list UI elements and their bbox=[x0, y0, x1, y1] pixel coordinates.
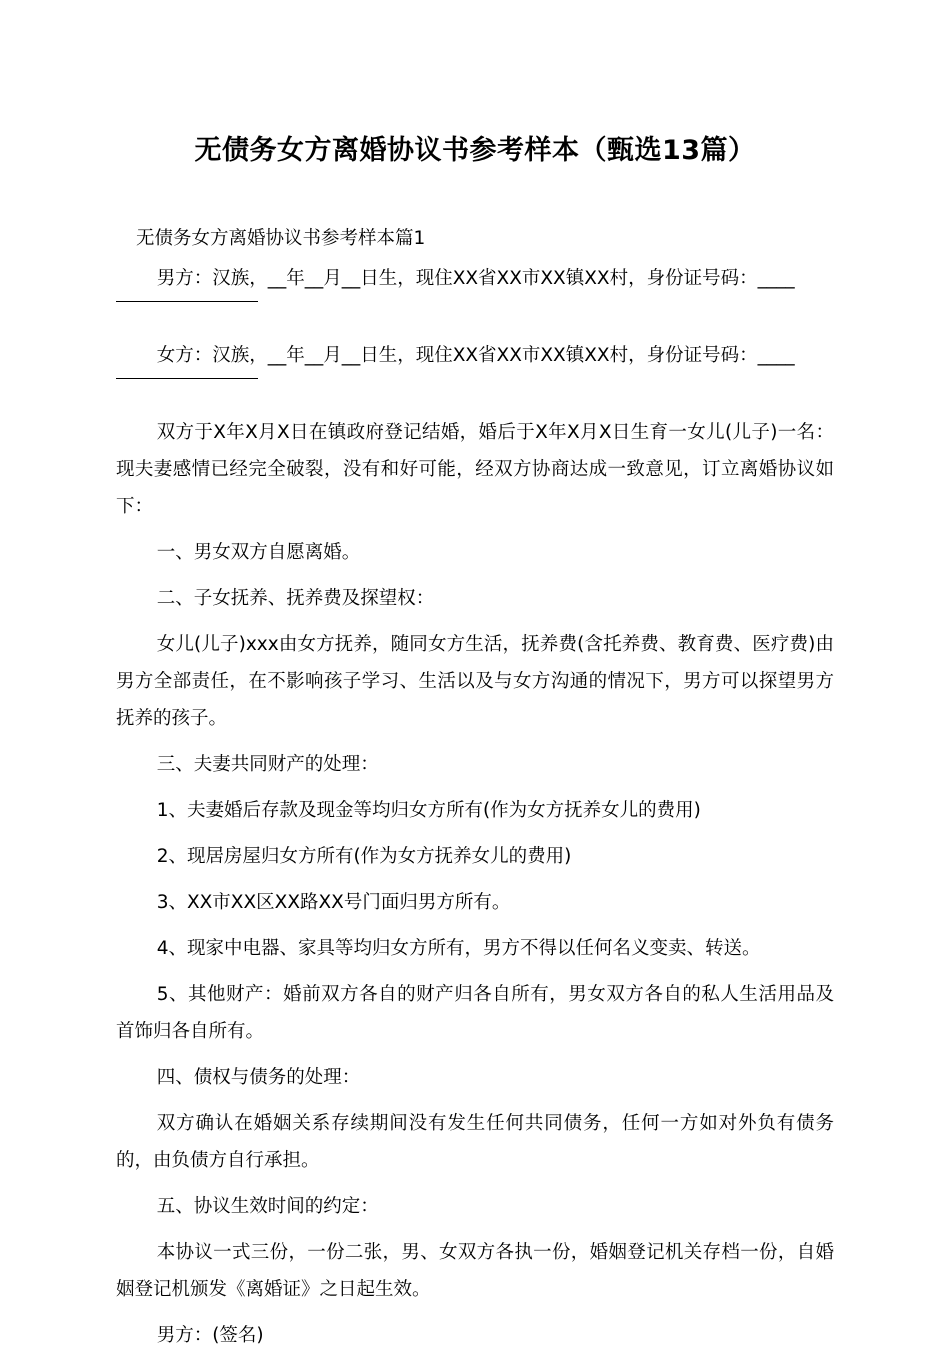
clause-2-body: 女儿(儿子)xxx由女方抚养，随同女方生活，抚养费(含托养费、教育费、医疗费)由男方全部责任，在不影响孩子学习、生活以及与女方沟通的情况下，男方可以探望男方抚养的孩子。 bbox=[116, 634, 834, 729]
document-title: 无债务女方离婚协议书参考样本（甄选13篇） bbox=[194, 135, 756, 166]
clause-3-item-4: 4、现家中电器、家具等均归女方所有，男方不得以任何名义变卖、转送。 bbox=[156, 938, 761, 959]
document-body bbox=[116, 260, 834, 1363]
clause-4-body: 双方确认在婚姻关系存续期间没有发生任何共同债务，任何一方如对外负有债务的，由负债方自行承担。 bbox=[116, 1113, 834, 1171]
clause-3-item-2: 2、现居房屋归女方所有(作为女方抚养女儿的费用) bbox=[156, 846, 572, 867]
clause-3-item-5: 5、其他财产：婚前双方各自的财产归各自所有，男女双方各自的私人生活用品及首饰归各自所有。 bbox=[116, 984, 834, 1042]
blank-line bbox=[116, 299, 834, 315]
underline-rule bbox=[116, 378, 258, 379]
clause-5-heading: 五、协议生效时间的约定： bbox=[156, 1196, 379, 1217]
clause-3-heading: 三、夫妻共同财产的处理： bbox=[156, 754, 379, 775]
clause-1: 一、男女双方自愿离婚。 bbox=[156, 542, 361, 563]
section-heading: 无债务女方离婚协议书参考样本篇1 bbox=[136, 228, 426, 249]
underline-rule bbox=[116, 301, 258, 302]
paragraph-man-info: 男方：汉族，__年__月__日生，现住XX省XX市XX镇XX村，身份证号码：____ bbox=[156, 268, 795, 289]
clause-4-heading: 四、债权与债务的处理： bbox=[156, 1067, 361, 1088]
blank-line bbox=[116, 376, 834, 392]
clause-3-item-1: 1、夫妻婚后存款及现金等均归女方所有(作为女方抚养女儿的费用) bbox=[156, 800, 701, 821]
paragraph-intro: 双方于X年X月X日在镇政府登记结婚，婚后于X年X月X日生育一女儿(儿子)一名：现夫妻感情已经完全破裂，没有和好可能，经双方协商达成一致意见，订立离婚协议如下： bbox=[116, 422, 834, 517]
clause-2-heading: 二、子女抚养、抚养费及探望权： bbox=[156, 588, 435, 609]
signature-man: 男方：(签名) bbox=[156, 1325, 264, 1346]
clause-3-item-3: 3、XX市XX区XX路XX号门面归男方所有。 bbox=[156, 892, 511, 913]
paragraph-woman-info: 女方：汉族，__年__月__日生，现住XX省XX市XX镇XX村，身份证号码：____ bbox=[156, 345, 795, 366]
clause-5-body: 本协议一式三份，一份二张，男、女双方各执一份，婚姻登记机关存档一份，自婚姻登记机颁发《离婚证》之日起生效。 bbox=[116, 1242, 834, 1300]
